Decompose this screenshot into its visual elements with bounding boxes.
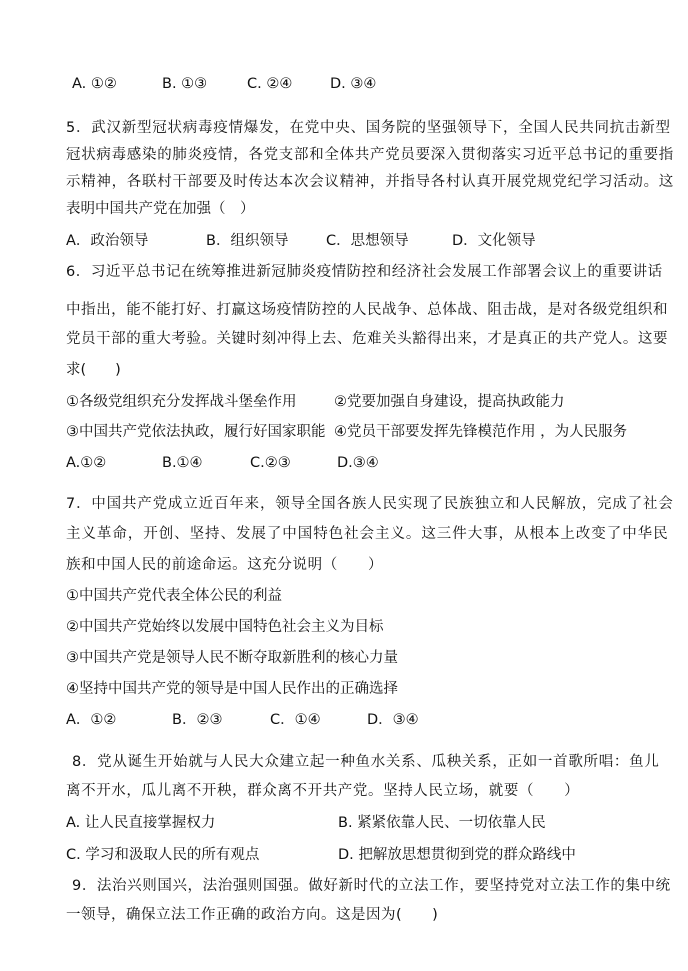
q6-line-2: 中指出，能不能打好、打赢这场疫情防控的人民战争、总体战、阻击战，是对各级党组织和 bbox=[66, 302, 668, 318]
q7-item-3: ③中国共产党是领导人民不断夺取新胜利的核心力量 bbox=[66, 650, 398, 666]
q6-item-2: ②党要加强自身建设，提高执政能力 bbox=[334, 394, 565, 410]
q6-item-3: ③中国共产党依法执政，履行好国家职能 bbox=[66, 424, 326, 440]
q7-option-a: A．①② bbox=[66, 712, 117, 728]
q7-line-1: 7．中国共产党成立近百年来，领导全国各族人民实现了民族独立和人民解放，完成了社会 bbox=[66, 496, 674, 512]
q4-option-c: C. ②④ bbox=[247, 76, 293, 92]
q9-line-2: 一领导，确保立法工作正确的政治方向。这是因为( ) bbox=[66, 907, 439, 923]
q8-option-c: C. 学习和汲取人民的所有观点 bbox=[66, 847, 260, 863]
q5-option-c: C．思想领导 bbox=[326, 233, 409, 249]
q4-option-b: B. ①③ bbox=[162, 76, 208, 92]
q6-option-a: A.①② bbox=[66, 455, 107, 471]
q6-line-1: 6．习近平总书记在统筹推进新冠肺炎疫情防控和经济社会发展工作部署会议上的重要讲话 bbox=[66, 264, 663, 280]
q7-item-2: ②中国共产党始终以发展中国特色社会主义为目标 bbox=[66, 619, 384, 635]
q8-line-1: 8．党从诞生开始就与人民大众建立起一种鱼水关系、瓜秧关系，正如一首歌所唱：鱼儿 bbox=[72, 754, 660, 770]
q5-line-1: 5．武汉新型冠状病毒疫情爆发，在党中央、国务院的坚强领导下，全国人民共同抗击新型 bbox=[66, 120, 671, 136]
q7-item-4: ④坚持中国共产党的领导是中国人民作出的正确选择 bbox=[66, 681, 398, 697]
q6-line-4: 求( ) bbox=[66, 362, 121, 378]
q5-option-d: D．文化领导 bbox=[452, 233, 536, 249]
q6-option-d: D.③④ bbox=[337, 455, 379, 471]
q6-line-3: 党员干部的重大考验。关键时刻冲得上去、危难关头豁得出来，才是真正的共产党人。这要 bbox=[66, 331, 668, 347]
q7-option-b: B．②③ bbox=[172, 712, 223, 728]
q8-line-2: 离不开水，瓜儿离不开秧，群众离不开共产党。坚持人民立场，就要（ ） bbox=[66, 783, 580, 799]
q6-item-1: ①各级党组织充分发挥战斗堡垒作用 bbox=[66, 394, 297, 410]
q8-option-a: A. 让人民直接掌握权力 bbox=[66, 815, 216, 831]
q5-option-b: B．组织领导 bbox=[206, 233, 289, 249]
q5-line-3: 示精神，各联村干部要及时传达本次会议精神，并指导各村认真开展党规党纪学习活动。这 bbox=[66, 174, 674, 190]
q4-option-a: A. ①② bbox=[72, 76, 117, 92]
q7-option-c: C．①④ bbox=[270, 712, 321, 728]
q9-line-1: 9．法治兴则国兴，法治强则国强。做好新时代的立法工作，要坚持党对立法工作的集中统 bbox=[72, 878, 671, 894]
q5-line-4: 表明中国共产党在加强（ ） bbox=[66, 201, 255, 217]
q7-option-d: D．③④ bbox=[367, 712, 419, 728]
q5-line-2: 冠状病毒感染的肺炎疫情，各党支部和全体共产党员要深入贯彻落实习近平总书记的重要指 bbox=[66, 147, 674, 163]
q4-option-d: D. ③④ bbox=[330, 76, 377, 92]
q7-line-2: 主义革命，开创、坚持、发展了中国特色社会主义。这三件大事，从根本上改变了中华民 bbox=[66, 526, 669, 542]
q6-item-4: ④党员干部要发挥先锋模范作用 ，为人民服务 bbox=[334, 424, 628, 440]
q5-option-a: A．政治领导 bbox=[66, 233, 149, 249]
q8-option-b: B. 紧紧依靠人民、一切依靠人民 bbox=[338, 815, 546, 831]
q6-option-c: C.②③ bbox=[250, 455, 291, 471]
q7-item-1: ①中国共产党代表全体公民的利益 bbox=[66, 588, 282, 604]
q7-line-3: 族和中国人民的前途命运。这充分说明（ ） bbox=[66, 557, 384, 573]
q6-option-b: B.①④ bbox=[162, 455, 203, 471]
q8-option-d: D. 把解放思想贯彻到党的群众路线中 bbox=[338, 847, 576, 863]
